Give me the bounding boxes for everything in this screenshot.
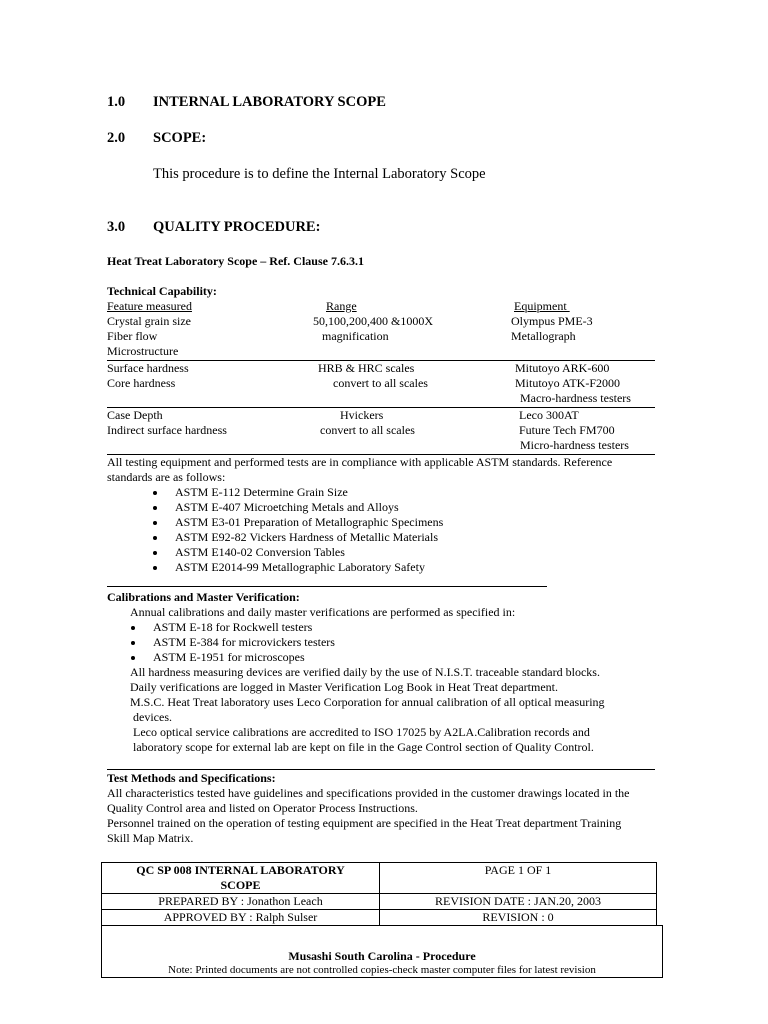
approved-by: APPROVED BY : Ralph Sulser xyxy=(102,910,380,926)
section-2-title: SCOPE: xyxy=(153,130,207,146)
row-7-feature: Case Depth xyxy=(107,408,163,422)
calibration-text: M.S.C. Heat Treat laboratory uses Leco Corporation for annual calibration of all optical measuring xyxy=(130,695,605,709)
bullet-icon xyxy=(153,536,157,540)
calibration-text: laboratory scope for external lab are kept on file in the Gage Control section of Quality Control. xyxy=(133,740,594,754)
document-info-table xyxy=(101,862,657,926)
heat-treat-title: Heat Treat Laboratory Scope – Ref. Clause 7.6.3.1 xyxy=(107,254,364,268)
compliance-line-1: All testing equipment and performed tests are in compliance with applicable ASTM standards. Reference xyxy=(107,455,613,469)
bullet-icon xyxy=(153,521,157,525)
row-7-equipment: Leco 300AT xyxy=(519,408,579,422)
row-4-range: HRB & HRC scales xyxy=(318,361,415,375)
company-footer xyxy=(101,925,663,978)
bullet-icon xyxy=(131,641,135,645)
row-4-equipment: Mitutoyo ARK-600 xyxy=(515,361,610,375)
page-number: PAGE 1 OF 1 xyxy=(380,863,657,894)
calibration-item: ASTM E-18 for Rockwell testers xyxy=(153,620,313,634)
standard-item: ASTM E-112 Determine Grain Size xyxy=(175,485,348,499)
row-1-range: 50,100,200,400 &1000X xyxy=(313,314,433,328)
calibration-item: ASTM E-384 for microvickers testers xyxy=(153,635,335,649)
calibrations-title: Calibrations and Master Verification: xyxy=(107,590,300,604)
standard-item: ASTM E3-01 Preparation of Metallographic Specimens xyxy=(175,515,444,529)
calibration-text: Daily verifications are logged in Master Verification Log Book in Heat Treat department. xyxy=(130,680,558,694)
section-1-title: INTERNAL LABORATORY SCOPE xyxy=(153,94,386,110)
calibration-text: devices. xyxy=(133,710,172,724)
bullet-icon xyxy=(131,656,135,660)
calibration-text: All hardness measuring devices are verified daily by the use of N.I.S.T. traceable standard blocks. xyxy=(130,665,600,679)
row-4-feature: Surface hardness xyxy=(107,361,189,375)
header-range: Range xyxy=(326,299,357,313)
row-8-range: convert to all scales xyxy=(320,423,415,437)
footer-note: Note: Printed documents are not controlled copies-check master computer files for latest revision xyxy=(168,964,596,976)
row-2-equipment: Metallograph xyxy=(511,329,576,343)
row-7-range: Hvickers xyxy=(340,408,384,422)
bullet-icon xyxy=(131,626,135,630)
test-methods-text: Quality Control area and listed on Operator Process Instructions. xyxy=(107,801,418,815)
row-2-range: magnification xyxy=(322,329,389,343)
bullet-icon xyxy=(153,506,157,510)
standard-item: ASTM E2014-99 Metallographic Laboratory Safety xyxy=(175,560,425,574)
prepared-by: PREPARED BY : Jonathon Leach xyxy=(102,894,380,910)
test-methods-text: Personnel trained on the operation of testing equipment are specified in the Heat Treat department Training xyxy=(107,816,622,830)
compliance-line-2: standards are as follows: xyxy=(107,470,226,484)
header-feature: Feature measured xyxy=(107,299,192,313)
row-9-equipment: Micro-hardness testers xyxy=(520,438,629,452)
test-methods-text: All characteristics tested have guidelines and specifications provided in the customer drawings located in the xyxy=(107,786,630,800)
bullet-icon xyxy=(153,491,157,495)
row-1-equipment: Olympus PME-3 xyxy=(511,314,593,328)
document-title-line-2: SCOPE xyxy=(220,878,261,892)
section-3-title: QUALITY PROCEDURE: xyxy=(153,219,321,235)
bullet-icon xyxy=(153,566,157,570)
calibrations-intro: Annual calibrations and daily master verifications are performed as specified in: xyxy=(130,605,516,619)
calibration-item: ASTM E-1951 for microscopes xyxy=(153,650,305,664)
row-6-equipment: Macro-hardness testers xyxy=(520,391,631,405)
divider xyxy=(107,769,655,770)
bullet-icon xyxy=(153,551,157,555)
test-methods-text: Skill Map Matrix. xyxy=(107,831,194,845)
scope-text: This procedure is to define the Internal Laboratory Scope xyxy=(153,166,486,182)
standard-item: ASTM E140-02 Conversion Tables xyxy=(175,545,345,559)
revision-number: REVISION : 0 xyxy=(380,910,657,926)
standard-item: ASTM E92-82 Vickers Hardness of Metallic Materials xyxy=(175,530,438,544)
row-8-feature: Indirect surface hardness xyxy=(107,423,227,437)
row-2-feature: Fiber flow xyxy=(107,329,158,343)
row-1-feature: Crystal grain size xyxy=(107,314,191,328)
test-methods-title: Test Methods and Specifications: xyxy=(107,771,276,785)
standard-item: ASTM E-407 Microetching Metals and Alloys xyxy=(175,500,399,514)
revision-date: REVISION DATE : JAN.20, 2003 xyxy=(380,894,657,910)
row-8-equipment: Future Tech FM700 xyxy=(519,423,615,437)
tech-cap-title: Technical Capability: xyxy=(107,284,217,298)
document-title-line-1: QC SP 008 INTERNAL LABORATORY xyxy=(136,863,345,877)
section-3-number: 3.0 xyxy=(107,219,126,235)
row-5-feature: Core hardness xyxy=(107,376,176,390)
company-name: Musashi South Carolina - Procedure xyxy=(288,949,476,963)
divider xyxy=(107,586,547,587)
section-1-number: 1.0 xyxy=(107,94,126,110)
row-5-equipment: Mitutoyo ATK-F2000 xyxy=(515,376,621,390)
row-3-feature: Microstructure xyxy=(107,344,179,358)
row-5-range: convert to all scales xyxy=(333,376,428,390)
header-equipment: Equipment xyxy=(514,299,570,313)
section-2-number: 2.0 xyxy=(107,130,126,146)
calibration-text: Leco optical service calibrations are accredited to ISO 17025 by A2LA.Calibration records and xyxy=(133,725,590,739)
document-title-cell xyxy=(102,863,380,894)
